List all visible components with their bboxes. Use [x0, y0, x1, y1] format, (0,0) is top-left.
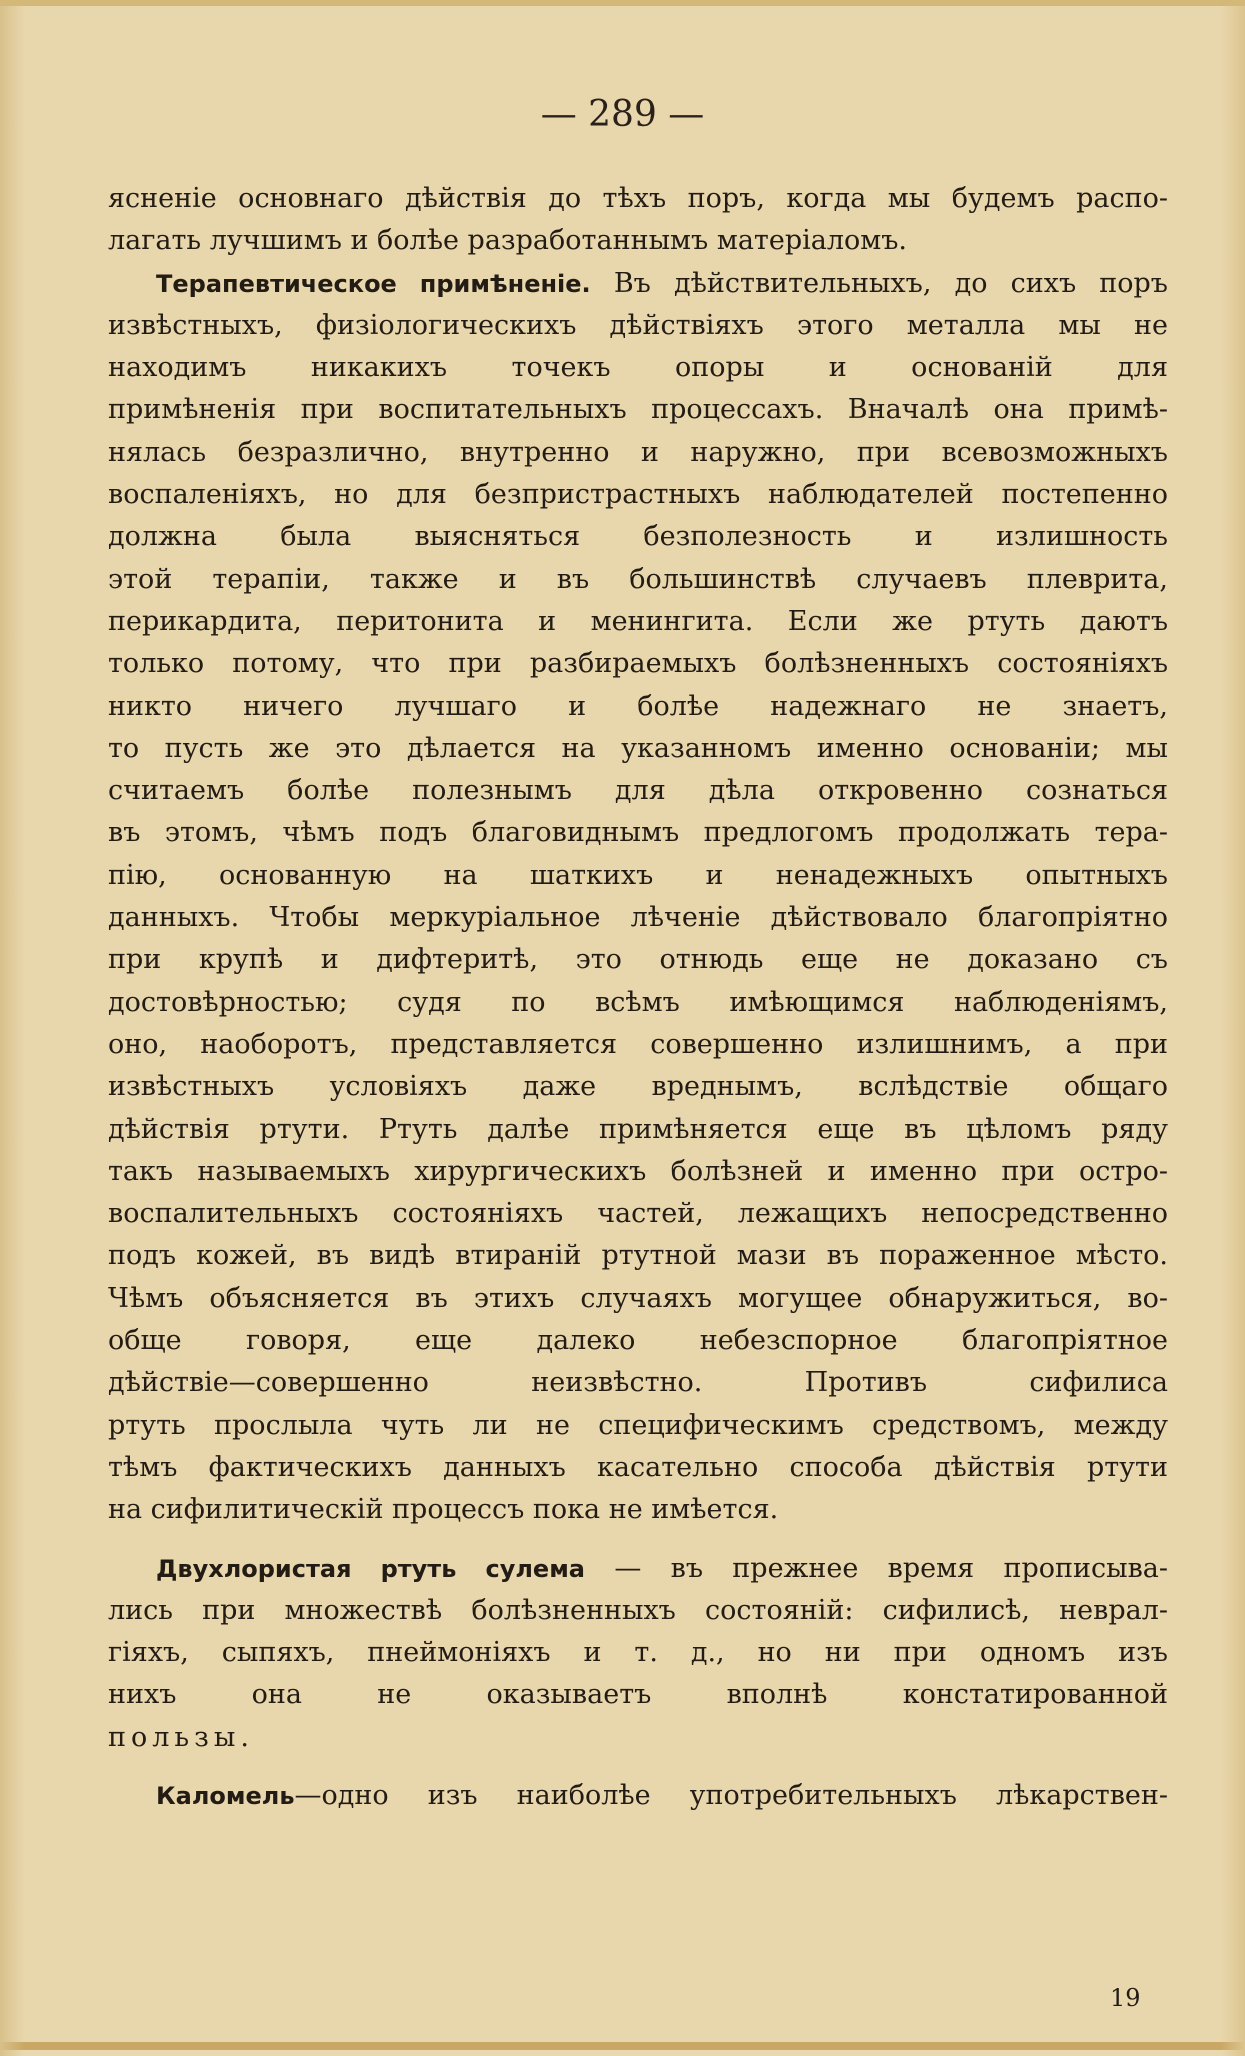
text-line: Каломель—одно изъ наиболѣе употребительныхъ лѣкарствен- — [156, 1779, 1168, 1811]
section-heading-calomel: Каломель — [156, 1781, 295, 1810]
text-line: то пусть же это дѣлается на указанномъ именно основаніи; мы — [108, 732, 1168, 764]
text-line: должна была выясняться безполезность и излишность — [108, 521, 1168, 553]
text-line: на сифилитическій процессъ пока не имѣется. — [108, 1494, 779, 1526]
text-line: въ этомъ, чѣмъ подъ благовиднымъ предлогомъ продолжать тера- — [108, 817, 1168, 849]
text-line: находимъ никакихъ точекъ опоры и основаній для — [108, 352, 1168, 384]
text-line: этой терапіи, также и въ большинствѣ случаевъ плеврита, — [108, 563, 1168, 595]
text-line: подъ кожей, въ видѣ втираній ртутной мази въ пораженное мѣсто. — [108, 1240, 1168, 1272]
text-line: тѣмъ фактическихъ данныхъ касательно способа дѣйствія ртути — [108, 1451, 1168, 1483]
text-line: воспаленіяхъ, но для безпристрастныхъ наблюдателей постепенно — [108, 479, 1168, 511]
text-line: никто ничего лучшаго и болѣе надежнаго не знаетъ, — [108, 690, 1168, 722]
text-line: нихъ она не оказываетъ вполнѣ констатированной — [108, 1679, 1168, 1711]
text-line: извѣстныхъ условіяхъ даже вреднымъ, вслѣдствіе общаго — [108, 1071, 1168, 1103]
text-line: считаемъ болѣе полезнымъ для дѣла откровенно сознаться — [108, 775, 1168, 807]
text-line: пію, основанную на шаткихъ и ненадежныхъ опытныхъ — [108, 859, 1168, 891]
text-line: достовѣрностью; судя по всѣмъ имѣющимся наблюденіямъ, — [108, 986, 1168, 1018]
signature-mark: 19 — [1110, 1984, 1141, 2012]
section-heading-therapeutic-use: Терапевтическое примѣненіе. — [156, 269, 591, 298]
text-line: гіяхъ, сыпяхъ, пнеймоніяхъ и т. д., но ни при одномъ изъ — [108, 1637, 1168, 1669]
text-line: лись при множествѣ болѣзненныхъ состояній: сифилисѣ, неврал- — [108, 1594, 1168, 1626]
page-body — [108, 178, 1168, 1817]
text-line: извѣстныхъ, физіологическихъ дѣйствіяхъ этого металла мы не — [108, 309, 1168, 341]
page-edge-right — [1221, 6, 1245, 2056]
page-edge-left — [0, 6, 24, 2056]
text-line: при крупѣ и дифтеритѣ, это отнюдь еще не доказано съ — [108, 944, 1168, 976]
text-line: обще говоря, еще далеко небезспорное благопріятное — [108, 1325, 1168, 1357]
section-heading-mercuric-chloride: Двухлористая ртуть сулема — [156, 1554, 585, 1583]
text-line: Терапевтическое примѣненіе. Въ дѣйствительныхъ, до сихъ поръ — [156, 267, 1168, 299]
text-line: ясненіе основнаго дѣйствія до тѣхъ поръ, когда мы будемъ распо- — [108, 183, 1168, 214]
text-line: Двухлористая ртуть сулема — въ прежнее время прописыва- — [156, 1552, 1168, 1584]
text-line: лагать лучшимъ и болѣе разработаннымъ матеріаломъ. — [108, 225, 908, 257]
text-line: пользы. — [108, 1721, 254, 1753]
text-line: нялась безразлично, внутренно и наружно, при всевозможныхъ — [108, 436, 1168, 468]
text-line: Чѣмъ объясняется въ этихъ случаяхъ могущее обнаружиться, во- — [108, 1282, 1168, 1314]
text-line: перикардита, перитонита и менингита. Если же ртуть даютъ — [108, 605, 1168, 637]
text-line: воспалительныхъ состояніяхъ частей, лежащихъ непосредственно — [108, 1198, 1168, 1230]
text-line: такъ называемыхъ хирургическихъ болѣзней и именно при остро- — [108, 1155, 1168, 1187]
text-line: данныхъ. Чтобы меркуріальное лѣченіе дѣйствовало благопріятно — [108, 902, 1168, 934]
page-number-header: — 289 — — [540, 94, 705, 135]
text-line: дѣйствіе—совершенно неизвѣстно. Противъ сифилиса — [108, 1367, 1168, 1399]
text-line: оно, наоборотъ, представляется совершенно излишнимъ, а при — [108, 1028, 1168, 1060]
text-line: только потому, что при разбираемыхъ болѣзненныхъ состояніяхъ — [108, 648, 1168, 680]
text-line: примѣненія при воспитательныхъ процессахъ. Вначалѣ она примѣ- — [108, 394, 1168, 426]
text-line: ртуть прослыла чуть ли не специфическимъ средствомъ, между — [108, 1409, 1168, 1441]
text-line: дѣйствія ртути. Ртуть далѣе примѣняется еще въ цѣломъ ряду — [108, 1113, 1168, 1145]
